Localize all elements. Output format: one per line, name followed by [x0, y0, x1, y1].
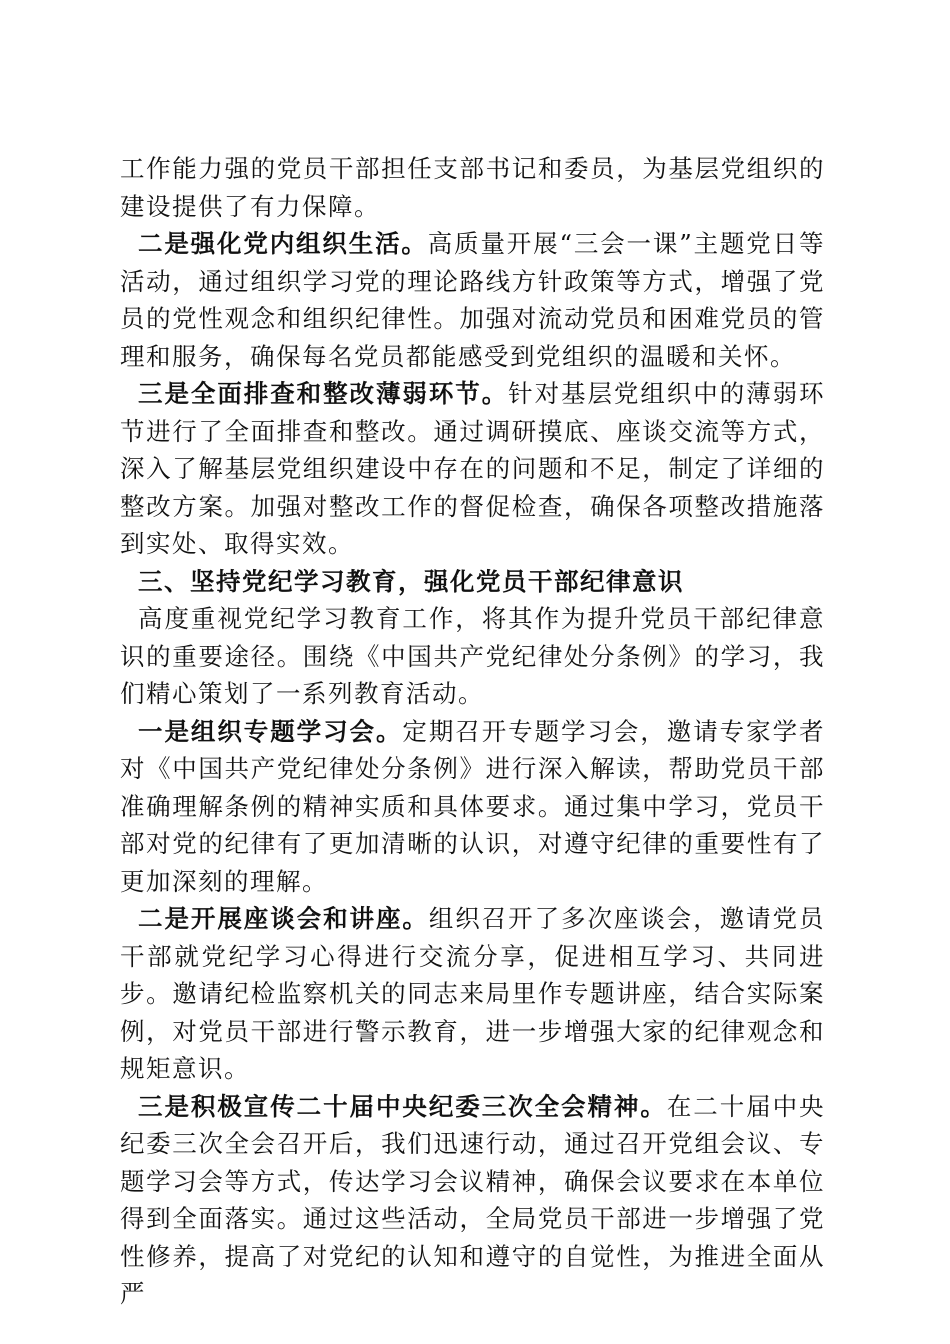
- paragraph-lead: 一是组织专题学习会。: [138, 716, 403, 746]
- paragraph-text: 针对基层党组织中的薄弱环节进行了全面排查和整改。通过调研摸底、座谈交流等方式，深入了解基层党组织建设中存在的问题和不足，制定了详细的整改方案。加强对整改工作的督促检查，确保各项整改措施落到实处、取得实效。: [120, 379, 826, 558]
- section-heading: 三、坚持党纪学习教育，强化党员干部纪律意识: [138, 566, 684, 596]
- paragraph-study-sessions: [120, 713, 825, 901]
- paragraph-lead: 二是强化党内组织生活。: [138, 229, 428, 258]
- paragraph-lead: 二是开展座谈会和讲座。: [138, 904, 429, 933]
- paragraph-text: 组织召开了多次座谈会，邀请党员干部就党纪学习心得进行交流分享，促进相互学习、共同进步。邀请纪检监察机关的同志来局里作专题讲座，结合实际案例，对党员干部进行警示教育，进一步增强大家的纪律观念和规矩意识。: [120, 904, 826, 1083]
- document-page: [120, 150, 825, 1313]
- paragraph-text: 工作能力强的党员干部担任支部书记和委员，为基层党组织的建设提供了有力保障。: [120, 154, 825, 221]
- paragraph-strengthen-org-life: [120, 225, 825, 375]
- paragraph-lead: 三是全面排查和整改薄弱环节。: [138, 379, 509, 408]
- paragraph-text: 定期召开专题学习会，邀请专家学者对《中国共产党纪律处分条例》进行深入解读，帮助党员干部准确理解条例的精神实质和具体要求。通过集中学习，党员干部对党的纪律有了更加清晰的认识，对遵守纪律的重要性有了更加深刻的理解。: [120, 716, 826, 896]
- paragraph-text: 高质量开展“三会一课”主题党日等活动，通过组织学习党的理论路线方针政策等方式，增强了党员的党性观念和组织纪律性。加强对流动党员和困难党员的管理和服务，确保每名党员都能感受到党组织的温暖和关怀。: [120, 229, 825, 371]
- paragraph-plenary-spirit: [120, 1088, 825, 1313]
- paragraph-text: 在二十届中央纪委三次全会召开后，我们迅速行动，通过召开党组会议、专题学习会等方式，传达学习会议精神，确保会议要求在本单位得到全面落实。通过这些活动，全局党员干部进一步增强了党性修养，提高了对党纪的认知和遵守的自觉性，为推进全面从严: [120, 1091, 826, 1308]
- paragraph-continuation: [120, 150, 825, 225]
- paragraph-lead: 三是积极宣传二十届中央纪委三次全会精神。: [138, 1091, 667, 1121]
- paragraph-section-intro: [120, 600, 825, 713]
- paragraph-seminars-lectures: [120, 900, 825, 1088]
- paragraph-weak-links: [120, 375, 825, 563]
- paragraph-text: 高度重视党纪学习教育工作，将其作为提升党员干部纪律意识的重要途径。围绕《中国共产党纪律处分条例》的学习，我们精心策划了一系列教育活动。: [120, 604, 825, 708]
